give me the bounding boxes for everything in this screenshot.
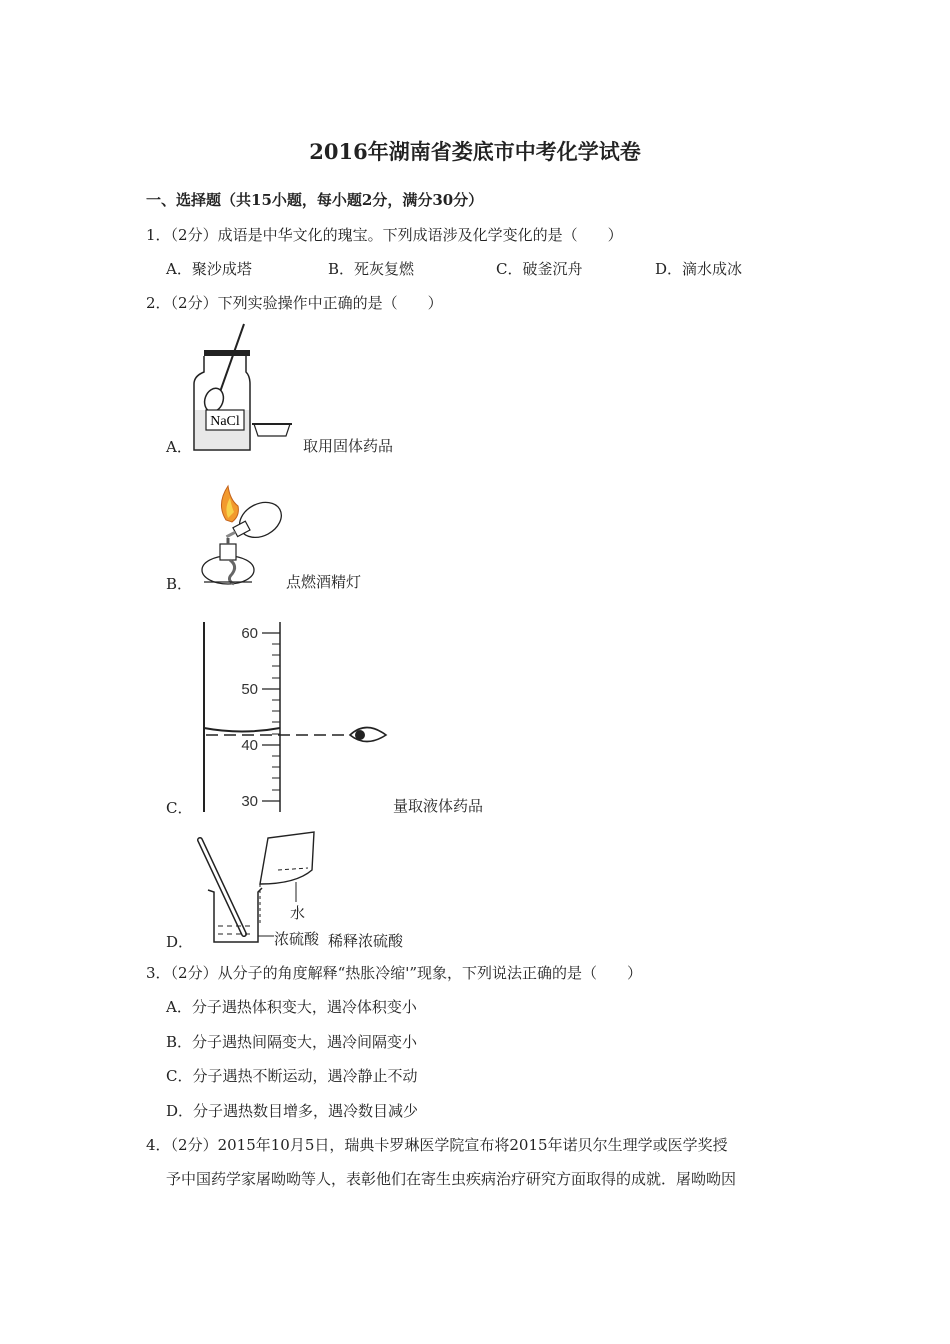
q2-option-a-caption: 取用固体药品 bbox=[303, 437, 394, 455]
q2-option-d-letter: D． bbox=[166, 933, 194, 951]
q2-option-c-letter: C． bbox=[166, 799, 193, 817]
question-1-stem: 1．（2分）成语是中华文化的瑰宝。下列成语涉及化学变化的是（ ） bbox=[146, 226, 623, 244]
cylinder-tick-60: 60 bbox=[241, 625, 258, 642]
question-2-stem: 2．（2分）下列实验操作中正确的是（ ） bbox=[146, 294, 443, 312]
q1-option-d: D．滴水成冰 bbox=[655, 260, 743, 278]
q2-option-b-caption: 点燃酒精灯 bbox=[286, 573, 362, 591]
cylinder-tick-40: 40 bbox=[241, 737, 258, 754]
q2-option-b-letter: B． bbox=[166, 575, 193, 593]
alcohol-lamp-figure bbox=[194, 482, 294, 592]
question-4-line-1: 4．（2分）2015年10月5日，瑞典卡罗琳医学院宣布将2015年诺贝尔生理学或医学奖授 bbox=[146, 1136, 728, 1154]
nacl-label: NaCl bbox=[210, 414, 240, 429]
q2-option-a-letter: A． bbox=[166, 438, 192, 456]
cylinder-tick-30: 30 bbox=[241, 793, 258, 810]
cylinder-tick-50: 50 bbox=[241, 681, 258, 698]
q2-option-c-caption: 量取液体药品 bbox=[393, 797, 484, 815]
question-3-stem: 3．（2分）从分子的角度解释“热胀冷缩'”现象，下列说法正确的是（ ） bbox=[146, 964, 643, 982]
q2-option-d-caption: 稀释浓硫酸 bbox=[328, 932, 404, 950]
page-title: 2016年湖南省娄底市中考化学试卷 bbox=[309, 139, 641, 164]
q3-option-a: A．分子遇热体积变大，遇冷体积变小 bbox=[166, 998, 417, 1016]
q1-option-a: A．聚沙成塔 bbox=[166, 260, 252, 278]
dilute-acid-figure bbox=[196, 826, 336, 950]
q1-option-b: B．死灰复燃 bbox=[328, 260, 415, 278]
acid-label: 浓硫酸 bbox=[274, 930, 320, 948]
q3-option-b: B．分子遇热间隔变大，遇冷间隔变小 bbox=[166, 1033, 418, 1051]
q3-option-c: C．分子遇热不断运动，遇冷静止不动 bbox=[166, 1067, 418, 1085]
solid-reagent-bottle-figure bbox=[190, 322, 300, 452]
section-heading: 一、选择题（共15小题，每小题2分，满分30分） bbox=[146, 191, 484, 209]
q3-option-d: D．分子遇热数目增多，遇冷数目减少 bbox=[166, 1102, 419, 1120]
q1-option-c: C．破釜沉舟 bbox=[496, 260, 583, 278]
question-4-line-2: 予中国药学家屠呦呦等人，表彰他们在寄生虫疾病治疗研究方面取得的成就．屠呦呦因 bbox=[166, 1170, 737, 1188]
water-label: 水 bbox=[290, 904, 306, 922]
graduated-cylinder-figure bbox=[200, 620, 400, 815]
